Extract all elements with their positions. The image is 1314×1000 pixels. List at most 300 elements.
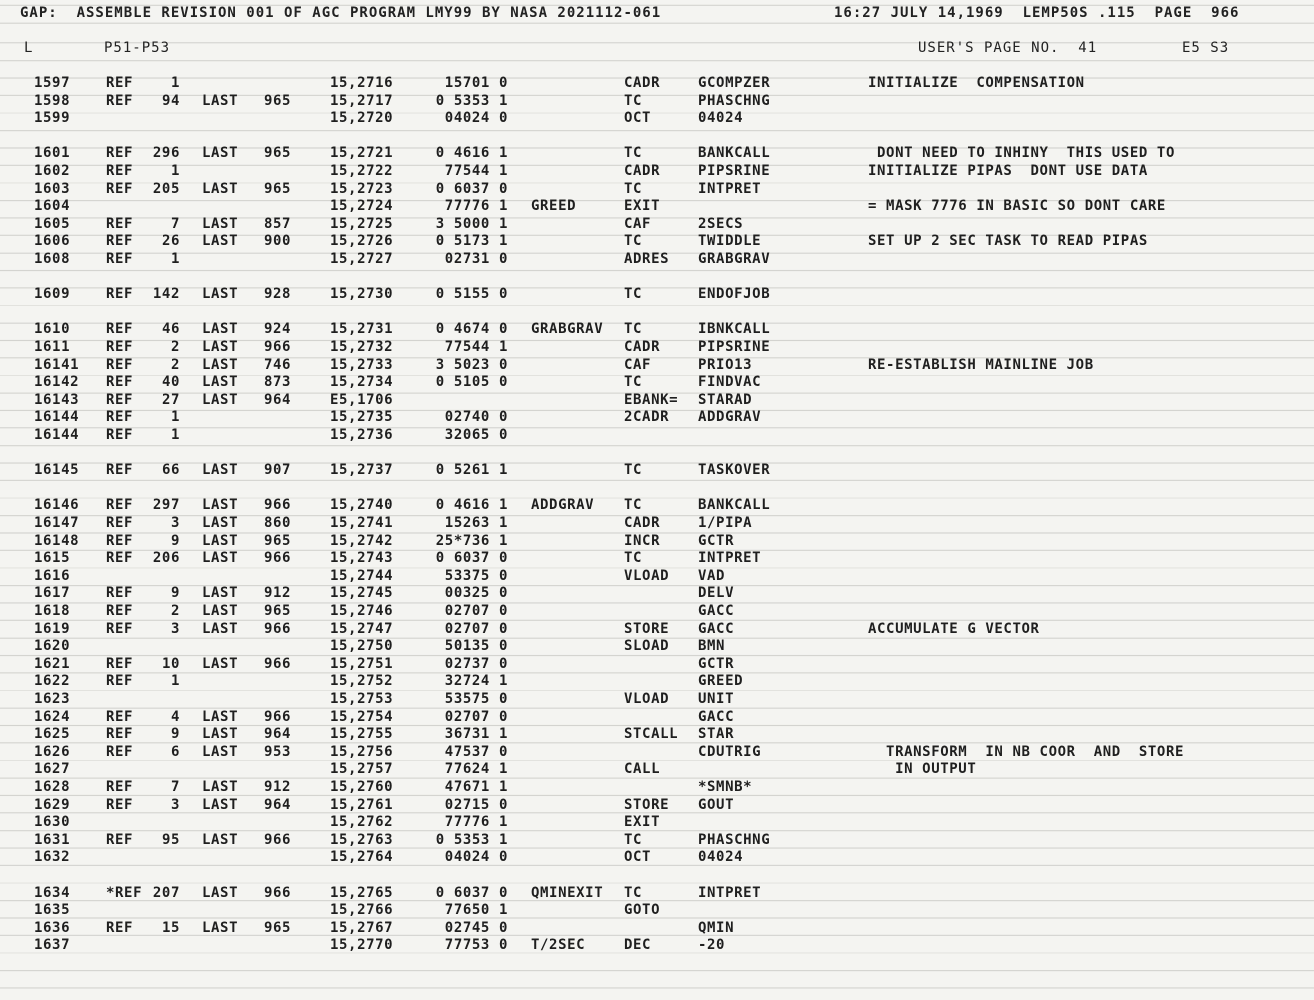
last-keyword: LAST [202, 743, 239, 760]
listing-line [0, 603, 1314, 620]
last-keyword: LAST [202, 831, 239, 848]
listing-line [0, 145, 1314, 162]
line-number: 1634 [34, 884, 71, 901]
octal-code: 02745 0 [444, 919, 508, 936]
ref-keyword: REF [106, 620, 134, 637]
ref-keyword: REF [106, 215, 134, 232]
memory-address: 15,2731 [330, 321, 394, 338]
symbol-label: T/2SEC [531, 937, 586, 954]
listing-line [0, 163, 1314, 180]
ref-count: 46 [161, 321, 180, 338]
memory-address: 15,2723 [330, 180, 394, 197]
listing-line [0, 533, 1314, 550]
comment: = MASK 7776 IN BASIC SO DONT CARE [868, 198, 1166, 215]
operand: INTPRET [698, 180, 762, 197]
opcode: CAF [624, 356, 652, 373]
memory-address: 15,2730 [330, 286, 394, 303]
memory-address: 15,2761 [330, 796, 394, 813]
operand: PIPSRINE [698, 163, 771, 179]
listing-line [0, 374, 1314, 391]
octal-code: 0 6037 0 [435, 884, 508, 901]
listing-line [0, 286, 1314, 303]
opcode: TC [624, 884, 643, 901]
symbol-label: GREED [531, 198, 577, 215]
last-page: 912 [264, 585, 292, 602]
ref-keyword: REF [106, 321, 134, 338]
ref-keyword: REF [106, 92, 134, 109]
line-number: 1624 [34, 708, 71, 725]
line-number: 1601 [34, 145, 71, 162]
opcode: TC [624, 497, 643, 514]
ref-keyword: REF [106, 919, 134, 936]
opcode: EBANK= [624, 391, 679, 408]
last-page: 966 [264, 550, 292, 567]
listing-line [0, 779, 1314, 796]
listing-line [0, 937, 1314, 954]
line-number: 1626 [34, 743, 71, 760]
opcode: CADR [624, 339, 661, 355]
octal-code: 02715 0 [444, 796, 508, 813]
last-page: 965 [264, 919, 292, 936]
last-page: 966 [264, 884, 292, 901]
listing-line [0, 744, 1314, 761]
ref-count: 3 [170, 620, 180, 637]
listing-line [0, 638, 1314, 655]
opcode: CALL [624, 761, 661, 778]
listing-line [0, 797, 1314, 814]
listing-line [0, 621, 1314, 638]
operand: VAD [698, 567, 726, 584]
last-keyword: LAST [202, 215, 239, 232]
octal-code: 77753 0 [444, 937, 508, 954]
operand: PRIO13 [698, 356, 753, 373]
ref-count: 7 [170, 215, 180, 232]
operand: BANKCALL [698, 145, 771, 162]
operand: GREED [698, 673, 744, 690]
memory-address: 15,2722 [330, 163, 394, 179]
opcode: TC [624, 462, 643, 479]
listing-line [0, 585, 1314, 602]
operand: GRABGRAV [698, 251, 771, 267]
listing-line [0, 673, 1314, 690]
last-page: 965 [264, 532, 292, 549]
ref-count: 2 [170, 356, 180, 373]
octal-code: 02737 0 [444, 655, 508, 672]
line-number: 1621 [34, 655, 71, 672]
listing-line [0, 885, 1314, 902]
line-number: 16145 [34, 462, 80, 479]
listing-line [0, 357, 1314, 374]
last-keyword: LAST [202, 92, 239, 109]
octal-code: 50135 0 [444, 638, 508, 655]
user-page-number: USER'S PAGE NO. 41 [918, 40, 1098, 56]
ref-keyword: REF [106, 550, 134, 567]
operand: 04024 [698, 849, 744, 866]
operand: QMIN [698, 919, 735, 936]
last-page: 928 [264, 286, 292, 303]
operand: IBNKCALL [698, 321, 771, 338]
opcode: CADR [624, 163, 661, 179]
memory-address: 15,2760 [330, 779, 394, 795]
ref-keyword: REF [106, 796, 134, 813]
operand: BMN [698, 638, 726, 655]
ref-count: 2 [170, 339, 180, 355]
comment: RE-ESTABLISH MAINLINE JOB [868, 356, 1094, 373]
line-number: 1628 [34, 779, 71, 795]
last-page: 966 [264, 831, 292, 848]
octal-code: 15701 0 [444, 75, 508, 91]
operand: *SMNB* [698, 779, 753, 795]
octal-code: 0 5261 1 [435, 462, 508, 479]
last-page: 907 [264, 462, 292, 479]
listing-line [0, 709, 1314, 726]
last-keyword: LAST [202, 497, 239, 514]
memory-address: 15,2745 [330, 585, 394, 602]
ref-keyword: REF [106, 515, 134, 531]
ref-keyword: REF [106, 497, 134, 514]
listing-header-left: GAP: ASSEMBLE REVISION 001 OF AGC PROGRAM LMY99 BY NASA 2021112-061 [20, 5, 662, 21]
memory-address: 15,2732 [330, 339, 394, 355]
line-number: 1616 [34, 567, 71, 584]
operand: INTPRET [698, 884, 762, 901]
last-keyword: LAST [202, 779, 239, 795]
ref-keyword: REF [106, 532, 134, 549]
octal-code: 02707 0 [444, 603, 508, 619]
opcode: TC [624, 831, 643, 848]
ref-count: 3 [170, 796, 180, 813]
ref-keyword: REF [106, 163, 134, 179]
line-number: 1610 [34, 321, 71, 338]
ref-keyword: REF [106, 233, 134, 250]
listing-line [0, 691, 1314, 708]
memory-address: 15,2754 [330, 708, 394, 725]
operand: 2SECS [698, 215, 744, 232]
last-page: 953 [264, 743, 292, 760]
listing-mark: L [24, 40, 34, 56]
memory-address: 15,2753 [330, 691, 394, 707]
memory-address: 15,2740 [330, 497, 394, 514]
listing-line [0, 462, 1314, 479]
line-number: 16147 [34, 515, 80, 531]
ref-keyword: REF [106, 409, 134, 426]
memory-address: 15,2743 [330, 550, 394, 567]
operand: ENDOFJOB [698, 286, 771, 303]
octal-code: 77544 1 [444, 339, 508, 355]
opcode: TC [624, 286, 643, 303]
listing-line [0, 497, 1314, 514]
line-number: 1619 [34, 620, 71, 637]
memory-address: 15,2750 [330, 638, 394, 655]
section-name: P51-P53 [104, 40, 171, 56]
memory-address: 15,2737 [330, 462, 394, 479]
symbol-label: GRABGRAV [531, 321, 604, 338]
comment: TRANSFORM IN NB COOR AND STORE [868, 743, 1185, 760]
opcode: STORE [624, 620, 670, 637]
listing-line [0, 233, 1314, 250]
comment: INITIALIZE PIPAS DONT USE DATA [868, 163, 1148, 179]
operand: GACC [698, 603, 735, 619]
listing-line [0, 251, 1314, 268]
last-page: 857 [264, 215, 292, 232]
ref-count: 1 [170, 251, 180, 267]
memory-address: 15,2720 [330, 110, 394, 127]
ref-count: 15 [161, 919, 180, 936]
memory-address: 15,2766 [330, 902, 394, 919]
ref-count: 4 [170, 708, 180, 725]
opcode: STCALL [624, 726, 679, 743]
octal-code: 32065 0 [444, 427, 508, 443]
octal-code: 0 4674 0 [435, 321, 508, 338]
line-number: 1617 [34, 585, 71, 602]
last-keyword: LAST [202, 515, 239, 531]
last-page: 900 [264, 233, 292, 250]
ref-count: 142 [152, 286, 180, 303]
line-number: 1632 [34, 849, 71, 866]
ref-keyword: REF [106, 339, 134, 355]
octal-code: 04024 0 [444, 110, 508, 127]
opcode: TC [624, 233, 643, 250]
ref-keyword: REF [106, 145, 134, 162]
ref-count: 1 [170, 673, 180, 690]
listing-line [0, 568, 1314, 585]
listing-line [0, 216, 1314, 233]
ref-count: 94 [161, 92, 180, 109]
memory-address: 15,2742 [330, 532, 394, 549]
memory-address: 15,2726 [330, 233, 394, 250]
ref-keyword: REF [106, 673, 134, 690]
octal-code: 0 5353 1 [435, 92, 508, 109]
memory-address: 15,2747 [330, 620, 394, 637]
opcode: CAF [624, 215, 652, 232]
listing-line [0, 814, 1314, 831]
octal-code: 47537 0 [444, 743, 508, 760]
last-page: 965 [264, 180, 292, 197]
operand: TASKOVER [698, 462, 771, 479]
octal-code: 47671 1 [444, 779, 508, 795]
listing-line [0, 902, 1314, 919]
octal-code: 0 4616 1 [435, 497, 508, 514]
line-number: 1631 [34, 831, 71, 848]
last-page: 966 [264, 497, 292, 514]
ref-keyword: REF [106, 708, 134, 725]
operand: TWIDDLE [698, 233, 762, 250]
opcode: TC [624, 92, 643, 109]
ref-count: 1 [170, 427, 180, 443]
ref-count: 66 [161, 462, 180, 479]
opcode: TC [624, 321, 643, 338]
memory-address: 15,2765 [330, 884, 394, 901]
octal-code: 02731 0 [444, 251, 508, 267]
listing-line [0, 75, 1314, 92]
listing-line [0, 726, 1314, 743]
ref-keyword: REF [106, 462, 134, 479]
opcode: EXIT [624, 814, 661, 831]
opcode: OCT [624, 849, 652, 866]
last-page: 964 [264, 391, 292, 408]
line-number: 1635 [34, 902, 71, 919]
listing-line [0, 761, 1314, 778]
listing-header-right: 16:27 JULY 14,1969 LEMP50S .115 PAGE 966 [834, 5, 1240, 21]
operand: FINDVAC [698, 374, 762, 391]
bank-indicator: E5 S3 [1182, 40, 1230, 56]
last-keyword: LAST [202, 233, 239, 250]
ref-keyword: REF [106, 251, 134, 267]
last-page: 924 [264, 321, 292, 338]
opcode: TC [624, 180, 643, 197]
last-keyword: LAST [202, 374, 239, 391]
line-number: 1615 [34, 550, 71, 567]
ref-count: 1 [170, 75, 180, 91]
ref-count: 6 [170, 743, 180, 760]
ref-keyword: REF [106, 585, 134, 602]
last-page: 912 [264, 779, 292, 795]
line-number: 1618 [34, 603, 71, 619]
listing-line [0, 93, 1314, 110]
ref-keyword: REF [106, 374, 134, 391]
octal-code: 00325 0 [444, 585, 508, 602]
operand: DELV [698, 585, 735, 602]
ref-count: 9 [170, 532, 180, 549]
comment: DONT NEED TO INHINY THIS USED TO [868, 145, 1175, 162]
line-number: 1603 [34, 180, 71, 197]
listing-line [0, 409, 1314, 426]
memory-address: 15,2744 [330, 567, 394, 584]
memory-address: 15,2763 [330, 831, 394, 848]
ref-count: 2 [170, 603, 180, 619]
operand: GCOMPZER [698, 75, 771, 91]
operand: PIPSRINE [698, 339, 771, 355]
octal-code: 0 6037 0 [435, 180, 508, 197]
last-keyword: LAST [202, 180, 239, 197]
opcode: GOTO [624, 902, 661, 919]
last-page: 860 [264, 515, 292, 531]
opcode: CADR [624, 515, 661, 531]
opcode: STORE [624, 796, 670, 813]
opcode: ADRES [624, 251, 670, 267]
octal-code: 02707 0 [444, 620, 508, 637]
operand: -20 [698, 937, 726, 954]
last-keyword: LAST [202, 550, 239, 567]
last-keyword: LAST [202, 919, 239, 936]
ref-keyword: REF [106, 286, 134, 303]
last-page: 746 [264, 356, 292, 373]
octal-code: 0 5173 1 [435, 233, 508, 250]
memory-address: 15,2755 [330, 726, 394, 743]
opcode: TC [624, 145, 643, 162]
ref-keyword: REF [106, 356, 134, 373]
listing-line [0, 849, 1314, 866]
operand: PHASCHNG [698, 831, 771, 848]
listing-line [0, 427, 1314, 444]
opcode: CADR [624, 75, 661, 91]
listing-line [0, 321, 1314, 338]
memory-address: 15,2735 [330, 409, 394, 426]
memory-address: 15,2724 [330, 198, 394, 215]
memory-address: 15,2741 [330, 515, 394, 531]
line-number: 1599 [34, 110, 71, 127]
last-keyword: LAST [202, 585, 239, 602]
last-keyword: LAST [202, 532, 239, 549]
last-page: 965 [264, 603, 292, 619]
octal-code: 02740 0 [444, 409, 508, 426]
octal-code: 0 5155 0 [435, 286, 508, 303]
memory-address: 15,2751 [330, 655, 394, 672]
operand: 04024 [698, 110, 744, 127]
opcode: DEC [624, 937, 652, 954]
operand: INTPRET [698, 550, 762, 567]
memory-address: 15,2734 [330, 374, 394, 391]
ref-keyword: REF [106, 75, 134, 91]
ref-count: 206 [152, 550, 180, 567]
comment: ACCUMULATE G VECTOR [868, 620, 1040, 637]
symbol-label: QMINEXIT [531, 884, 604, 901]
line-number: 1629 [34, 796, 71, 813]
ref-keyword: REF [106, 391, 134, 408]
opcode: EXIT [624, 198, 661, 215]
octal-code: 77650 1 [444, 902, 508, 919]
operand: GACC [698, 708, 735, 725]
last-keyword: LAST [202, 339, 239, 355]
line-number: 16142 [34, 374, 80, 391]
memory-address: 15,2717 [330, 92, 394, 109]
last-page: 873 [264, 374, 292, 391]
operand: STARAD [698, 391, 753, 408]
memory-address: 15,2725 [330, 215, 394, 232]
last-keyword: LAST [202, 286, 239, 303]
ref-count: 10 [161, 655, 180, 672]
listing-line [0, 392, 1314, 409]
ref-count: 7 [170, 779, 180, 795]
operand: UNIT [698, 691, 735, 707]
listing-line [0, 110, 1314, 127]
ref-keyword: REF [106, 726, 134, 743]
octal-code: 0 5353 1 [435, 831, 508, 848]
last-keyword: LAST [202, 655, 239, 672]
line-number: 1606 [34, 233, 71, 250]
ref-count: 26 [161, 233, 180, 250]
ref-count: 207 [152, 884, 180, 901]
last-keyword: LAST [202, 462, 239, 479]
line-number: 1597 [34, 75, 71, 91]
ref-count: 296 [152, 145, 180, 162]
opcode: OCT [624, 110, 652, 127]
memory-address: 15,2727 [330, 251, 394, 267]
ref-count: 205 [152, 180, 180, 197]
octal-code: 53375 0 [444, 567, 508, 584]
comment: INITIALIZE COMPENSATION [868, 75, 1085, 91]
octal-code: 36731 1 [444, 726, 508, 743]
octal-code: 02707 0 [444, 708, 508, 725]
last-keyword: LAST [202, 884, 239, 901]
operand: CDUTRIG [698, 743, 762, 760]
listing-line [0, 198, 1314, 215]
line-number: 1611 [34, 339, 71, 355]
line-number: 1637 [34, 937, 71, 954]
line-number: 1609 [34, 286, 71, 303]
ref-count: 1 [170, 163, 180, 179]
ref-count: 27 [161, 391, 180, 408]
ref-count: 297 [152, 497, 180, 514]
line-number: 16148 [34, 532, 80, 549]
ref-keyword: REF [106, 779, 134, 795]
operand: BANKCALL [698, 497, 771, 514]
operand: GACC [698, 620, 735, 637]
ref-count: 9 [170, 585, 180, 602]
octal-code: 77544 1 [444, 163, 508, 179]
line-number: 1605 [34, 215, 71, 232]
last-keyword: LAST [202, 726, 239, 743]
ref-keyword: REF [106, 831, 134, 848]
